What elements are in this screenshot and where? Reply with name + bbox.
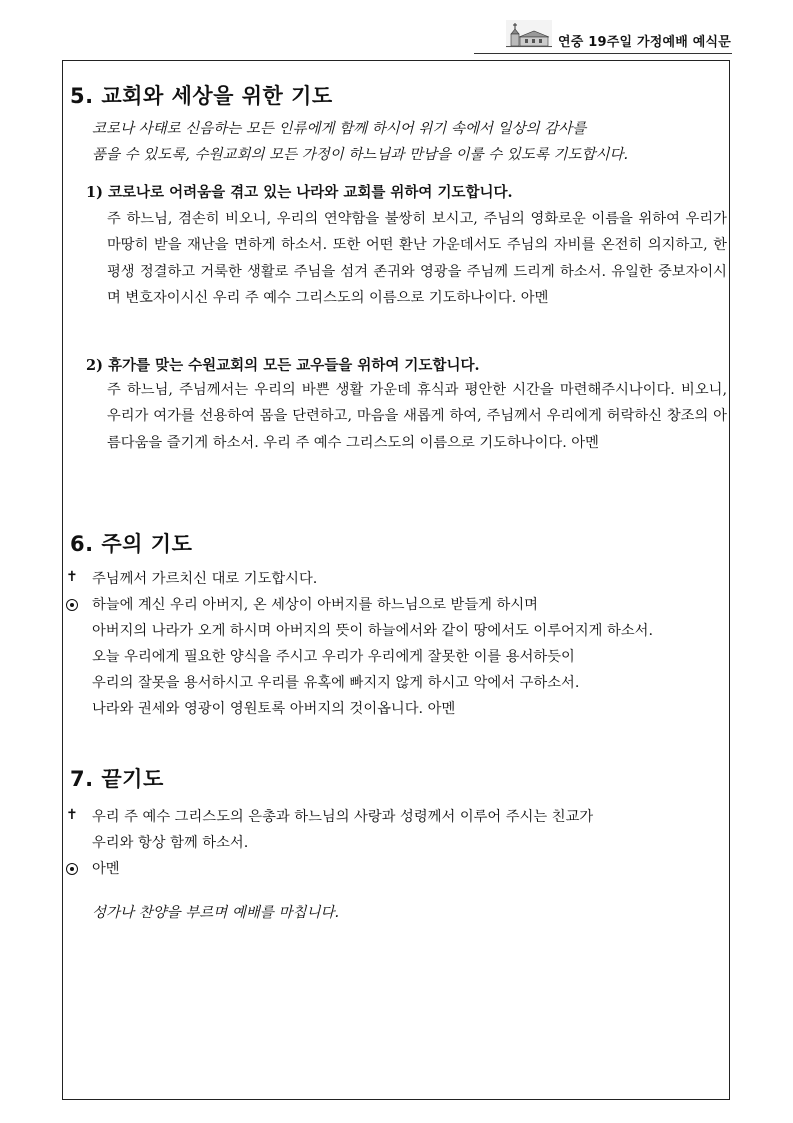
page-header [506, 22, 731, 52]
prayer1-title: 1) 코로나로 어려움을 겪고 있는 나라와 교회를 위하여 기도합니다. [86, 184, 513, 201]
section5-intro-line-1: 코로나 사태로 신음하는 모든 인류에게 함께 하시어 위기 속에서 일상의 감사를 [92, 121, 587, 137]
benediction-line-2: 우리와 항상 함께 하소서. [92, 835, 249, 851]
section5-intro-line-2: 품을 수 있도록, 수원교회의 모든 가정이 하느님과 만남을 이룰 수 있도록 기도합시다. [92, 147, 629, 163]
section6-heading: 6. 주의 기도 [70, 532, 193, 556]
section6-leader-line: 주님께서 가르치신 대로 기도합시다. [92, 571, 318, 587]
response-marker-icon [66, 599, 78, 611]
closing-instruction: 성가나 찬양을 부르며 예배를 마칩니다. [92, 905, 340, 921]
lords-prayer-line-4: 우리의 잘못을 용서하시고 우리를 유혹에 빠지지 않게 하시고 악에서 구하소서. [92, 675, 580, 691]
prayer2-text: 주 하느님, 주님께서는 우리의 바쁜 생활 가운데 휴식과 평안한 시간을 마련해주시나이다. 비오니, 우리가 여가를 선용하여 몸을 단련하고, 마음을 새롭게 하여, 주님께서 우리에게 허락하신 창조의 아름다움을 즐기게 하소서. 우리 주 예수 그리스도의 이름으로 기도하나이다. 아멘 [107, 382, 727, 451]
cross-icon: ✝ [66, 807, 78, 823]
benediction-line-1: 우리 주 예수 그리스도의 은총과 하느님의 사랑과 성령께서 이루어 주시는 친교가 [92, 809, 594, 825]
prayer1-text: 주 하느님, 겸손히 비오니, 우리의 연약함을 불쌍히 보시고, 주님의 영화로운 이름을 위하여 우리가 마땅히 받을 재난을 면하게 하소서. 또한 어떤 환난 가운데서도 주님의 자비를 온전히 의지하고, 한 평생 정결하고 거룩한 생활로 주님을 섬겨 존귀와 영광을 주님께 드리게 하소서. 유일한 중보자이시며 변호자이시신 우리 주 예수 그리스도의 이름으로 기도하나이다. 아멘 [107, 211, 727, 306]
lords-prayer-line-5: 나라와 권세와 영광이 영원토록 아버지의 것이옵니다. 아멘 [92, 701, 456, 717]
lords-prayer-line-2: 아버지의 나라가 오게 하시며 아버지의 뜻이 하늘에서와 같이 땅에서도 이루어지게 하소서. [92, 623, 653, 639]
church-icon [506, 20, 552, 52]
amen-response: 아멘 [92, 861, 120, 877]
cross-icon: ✝ [66, 569, 78, 585]
section5-heading: 5. 교회와 세상을 위한 기도 [70, 84, 333, 108]
prayer2-title: 2) 휴가를 맞는 수원교회의 모든 교우들을 위하여 기도합니다. [86, 357, 480, 374]
lords-prayer-line-3: 오늘 우리에게 필요한 양식을 주시고 우리가 우리에게 잘못한 이를 용서하듯이 [92, 649, 575, 665]
header-title: 연중 19주일 가정예배 예식문 [557, 35, 731, 50]
response-marker-icon [66, 863, 78, 875]
section7-heading: 7. 끝기도 [70, 767, 164, 791]
header-divider [474, 53, 732, 54]
lords-prayer-line-1: 하늘에 계신 우리 아버지, 온 세상이 아버지를 하느님으로 받들게 하시며 [92, 597, 538, 613]
